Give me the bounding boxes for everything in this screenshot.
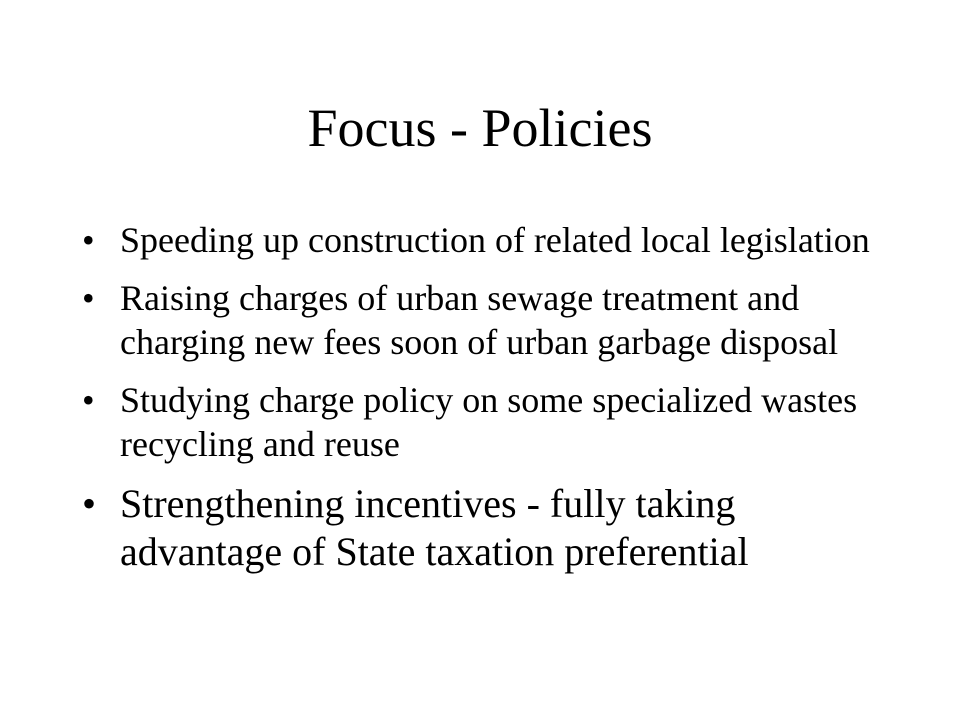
bullet-text: Speeding up construction of related local legislation: [120, 220, 870, 260]
slide-title: Focus - Policies: [307, 98, 653, 158]
bullet-text: Strengthening incentives - fully taking advantage of State taxation preferential: [120, 481, 749, 574]
bullet-text: Studying charge policy on some specialized wastes recycling and reuse: [120, 380, 858, 464]
bullet-item-incentives: [80, 480, 890, 576]
bullet-icon: •: [82, 481, 97, 526]
bullet-icon: •: [82, 220, 95, 260]
bullet-icon: •: [82, 278, 95, 318]
bullet-text: Raising charges of urban sewage treatment and charging new fees soon of urban garbage disposal: [120, 278, 839, 362]
bullet-item-recycling: [80, 378, 890, 466]
bullet-item-legislation: [80, 218, 890, 262]
bullet-list: [80, 218, 890, 590]
bullet-icon: •: [82, 380, 95, 420]
bullet-item-charges: [80, 276, 890, 364]
